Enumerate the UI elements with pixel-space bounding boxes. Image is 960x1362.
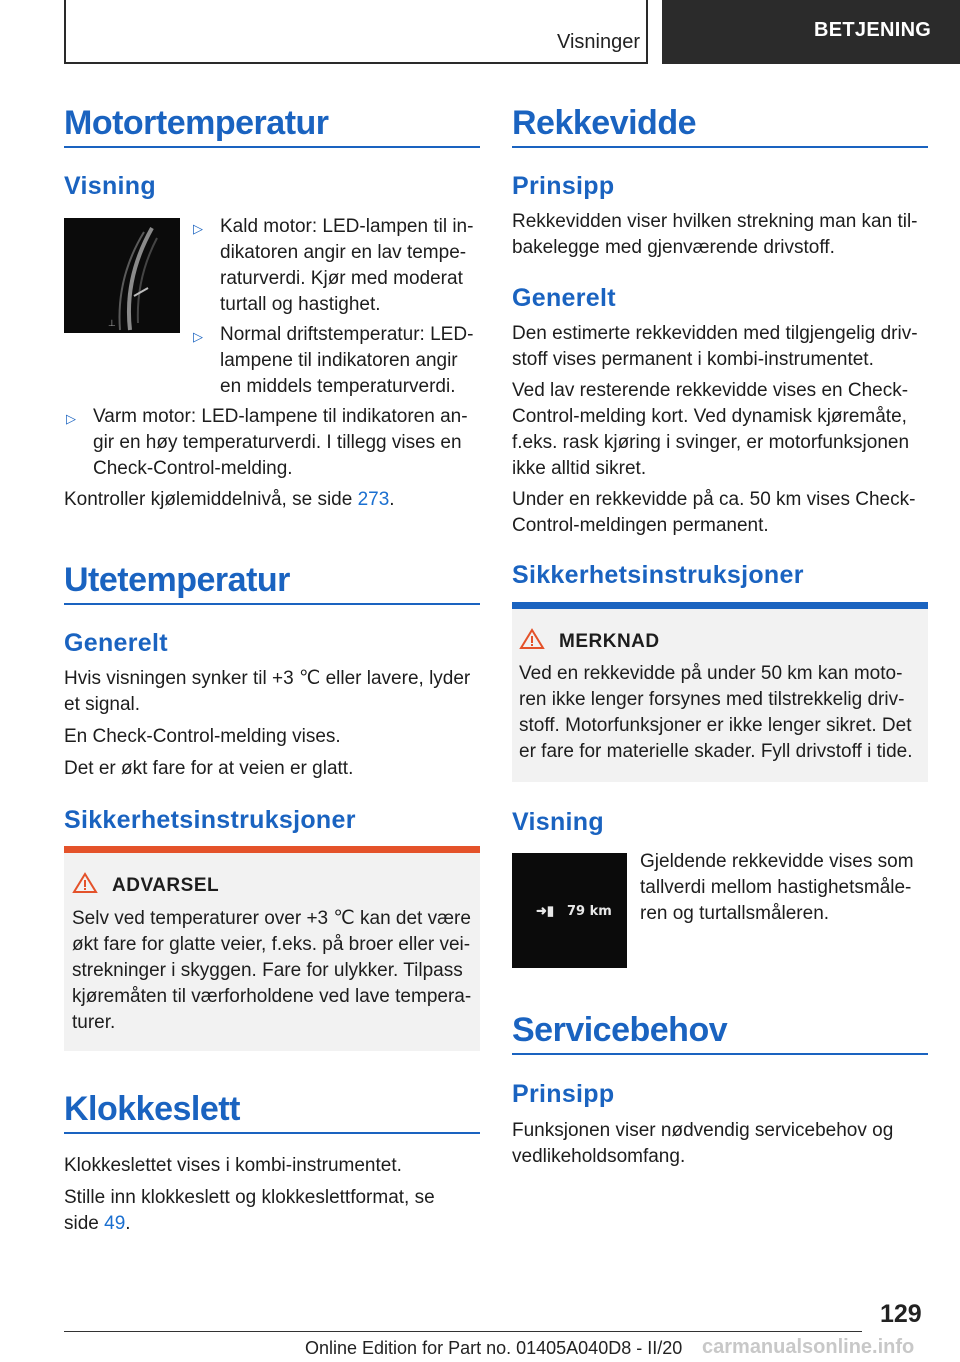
fuel-pump-icon: ➜▮ — [536, 903, 555, 918]
clock-paragraph-1: Klokkeslettet vises i kombi-instrumentet. — [64, 1155, 402, 1176]
subheading-sikkerhetsinstruksjoner: Sikkerhetsinstruksjoner — [512, 561, 804, 589]
subheading-prinsipp: Prinsipp — [512, 172, 615, 200]
range-display-value: 79 km — [567, 904, 612, 919]
service-principle-text: Funksjonen viser nødvendig servicebehov og vedlikeholdsomfang. — [512, 1120, 894, 1167]
engine-temperature-display-image — [64, 218, 180, 333]
page-number: 129 — [880, 1300, 922, 1328]
note-bar — [512, 602, 928, 609]
heading-utetemperatur: Utetemperatur — [64, 561, 290, 599]
subheading-visning: Visning — [512, 808, 604, 836]
outside-temp-paragraph-3: Det er økt fare for at veien er glatt. — [64, 758, 354, 779]
heading-servicebehov: Servicebehov — [512, 1011, 728, 1049]
heading-klokkeslett: Klokkeslett — [64, 1090, 240, 1128]
range-principle-text: Rekkevidden viser hvilken strekning man kan til- bakelegge med gjenværende drivstoff. — [512, 211, 918, 258]
range-general-paragraph-1: Den estimerte rekkevidden med tilgjengelig driv- stoff vises permanent i kombi-instrumentet. — [512, 323, 918, 370]
bullet-triangle-icon: ▷ — [193, 221, 203, 236]
coolant-reference-label: Kontroller kjølemiddelnivå, se side — [64, 489, 358, 510]
heading-rule — [64, 146, 480, 148]
range-general-paragraph-2: Ved lav resterende rekkevidde vises en Check- Control-melding kort. Ved dynamisk kjøremåte, f.eks. rask kjøring i svinger, er motorfunksjonen ikke alltid sikret. — [512, 380, 910, 479]
page-link-49[interactable]: 49 — [104, 1213, 126, 1234]
bullet-item-normal: Normal driftstemperatur: LED- lampene til indikatoren angir en middels temperaturverdi. — [220, 324, 474, 397]
heading-motortemperatur: Motortemperatur — [64, 104, 329, 142]
footer-rule — [64, 1331, 862, 1332]
heading-rekkevidde: Rekkevidde — [512, 104, 696, 142]
clock-paragraph-2-end: . — [125, 1213, 131, 1234]
subheading-sikkerhetsinstruksjoner: Sikkerhetsinstruksjoner — [64, 806, 356, 834]
subheading-generelt: Generelt — [512, 284, 616, 312]
subheading-generelt: Generelt — [64, 629, 168, 657]
warning-triangle-icon — [72, 872, 98, 899]
heading-rule — [64, 603, 480, 605]
note-title: MERKNAD — [559, 631, 660, 652]
header-section-title: Visninger — [556, 31, 640, 53]
subheading-prinsipp: Prinsipp — [512, 1080, 615, 1108]
clock-paragraph-2-text: Stille inn klokkeslett og klokkeslettformat, se side — [64, 1187, 435, 1234]
bullet-triangle-icon: ▷ — [66, 411, 76, 426]
range-general-paragraph-3: Under en rekkevidde på ca. 50 km vises Check- Control-meldingen permanent. — [512, 489, 916, 536]
heading-rule — [512, 146, 928, 148]
subheading-visning: Visning — [64, 172, 156, 200]
warning-title: ADVARSEL — [112, 875, 220, 896]
heading-rule — [512, 1053, 928, 1055]
header-chapter-tab — [662, 0, 960, 64]
watermark: carmanualsonline.info — [702, 1336, 915, 1358]
note-text: Ved en rekkevidde på under 50 km kan moto- ren ikke lenger forsynes med tilstrekkelig driv- stoff. Motorfunksjoner er ikke lenger sikret. Det er fare for materielle skader. Fyll drivstoff i tide. — [519, 663, 913, 762]
note-triangle-icon — [519, 628, 545, 655]
range-display-text: Gjeldende rekkevidde vises som tallverdi mellom hastighetsmåle- ren og turtallsmåleren. — [640, 851, 914, 924]
page-link-273[interactable]: 273 — [357, 489, 390, 510]
coolant-reference-text — [64, 487, 395, 513]
warning-bar — [64, 846, 480, 853]
range-display-image — [512, 853, 627, 968]
bullet-item-warm: Varm motor: LED-lampene til indikatoren an- gir en høy temperaturverdi. I tillegg vises en Check-Control-melding. — [93, 406, 468, 479]
footer-edition: Online Edition for Part no. 01405A040D8 - II/20 — [305, 1338, 683, 1358]
svg-text:⊥: ⊥ — [108, 319, 116, 329]
header-chapter-label: BETJENING — [814, 18, 932, 41]
bullet-triangle-icon: ▷ — [193, 329, 203, 344]
heading-rule — [64, 1132, 480, 1134]
outside-temp-paragraph-1: Hvis visningen synker til +3 ℃ eller lavere, lyder et signal. — [64, 668, 471, 715]
clock-paragraph-2 — [64, 1185, 435, 1237]
coolant-reference-end: . — [389, 489, 395, 510]
warning-text: Selv ved temperaturer over +3 ℃ kan det være økt fare for glatte veier, f.eks. på broer eller vei- strekninger i skyggen. Fare for ulykker. Tilpass kjøremåten til værforholdene ved lave tempera- turer. — [72, 908, 472, 1033]
outside-temp-paragraph-2: En Check-Control-melding vises. — [64, 726, 341, 747]
bullet-item-cold: Kald motor: LED-lampen til in- dikatoren angir en lav tempe- raturverdi. Kjør med moderat turtall og hastighet. — [220, 216, 474, 315]
